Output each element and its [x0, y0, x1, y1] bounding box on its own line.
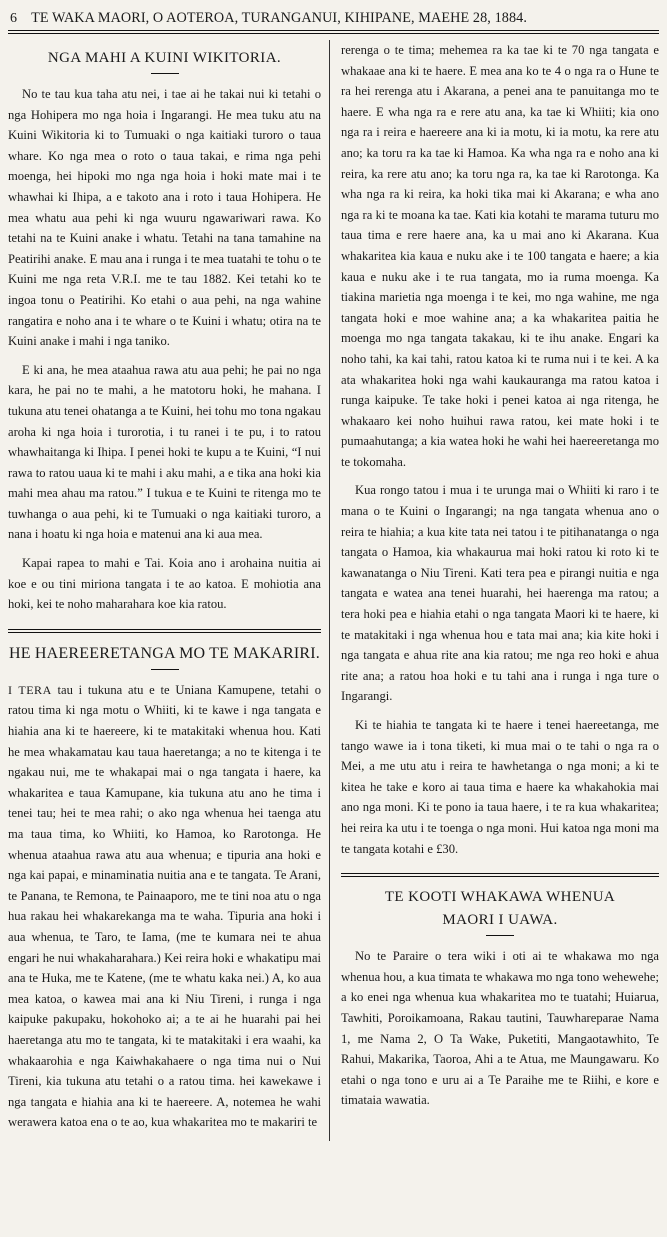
right-column	[330, 40, 659, 1141]
paragraph: rerenga o te tima; mehemea ra ka tae ki te 70 nga tangata e whakaae ana ki te haere. E mea ana ko te 4 o nga ra o Hune te ra hei rerenga atu i Akarana, a penei ana te panuitanga mo te haere. E wha nga ra e rere atu ana, ka tae ki Whiiti; kia ono nga ra i reira e haereere ana ki ia motu, ki ia motu, ka rere atu ano; ka toru ra ka tae ki Hamoa. Ka wha nga ra e noho ana ki reira, ka rere atu ano; ka toru nga ra, ka tae ki Rarotonga. Ka wha nga ra ki reira, ka hoki tika mai ki Akarana; e wha ano nga ra ki te moana ka tae. Kati kia kotahi te marama tuturu mo taua tima e rere haere ana, ka u mai ano ki Akarana. Kua whakaritea kia kaua e nuku ake i te 100 tangata e haere; a kia kaua e nuku ake i te rua tangata, mo ia ruma moenga. Ka tiakina marietia nga moenga i te kei, mo nga wahine, me nga tangata hoki e moe wahine ana; a ka whakaritea paitia he moenga mo nga tangata takakau, ki te ihu anake. Engari ka noho tahi, ka kai tahi, ratou katoa ki te ruma nui i te kei. A ka ata whakaritea hoki nga wahi kaukauranga ma ratou katoa i runga kaipuke. Te take hoki i penei katoa ai nga ritenga, he whakaaro kei noho huihui rawa ratou, kei mate hoki i te pumaahutanga; a kia watea hoki he wahi hei haereeretanga mo te tokomaha.	[341, 43, 659, 469]
masthead	[8, 8, 659, 30]
masthead-title: TE WAKA MAORI, O AOTEROA, TURANGANUI, KIHIPANE, MAEHE 28, 1884.	[31, 10, 527, 26]
left-column	[8, 40, 330, 1141]
short-rule	[151, 73, 179, 74]
article-title-haereere: HE HAEREERETANGA MO TE MAKARIRI.	[8, 644, 321, 662]
dropcap: I TERA	[8, 682, 52, 697]
paragraph: No te tau kua taha atu nei, i tae ai he takai nui ki tetahi o nga Hohipera mo nga hoia i Ingarangi. He mea tuku atu na Kuini Wikitoria ki to Tumuaki o nga kaitiaki turoro o taua whare. Ko nga mea o roto o taua takai, e rima nga pehi moenga, hei hipoki mo nga nga hoia i hoki mate mai i te whawhai ki Ihipa, a e takoto ana i roto i taua Hohipera. He mea whatu aua pehi ki nga wuuru ngawariwari rawa. Ko tetahi na te Kuini anake i whatu. Tetahi na tana tamahine na Peatirihi anake. E mau ana i runga i te mea tuatahi te tohu o te Kuini me nga reta V.R.I. me te tau 1882. Kei tetahi ko te ingoa tonu o Peatirihi. Ko etahi o aua pehi, na nga wahine rangatira e noho ana i te whare o te Kuini i whatu; otira na te Kuini anake i mahi i nga taniko.	[8, 87, 321, 349]
short-rule	[486, 935, 514, 936]
article-separator	[341, 873, 659, 877]
article-title-kuini: NGA MAHI A KUINI WIKITORIA.	[47, 50, 282, 66]
paragraph	[8, 680, 321, 1133]
paragraph: Kua rongo tatou i mua i te urunga mai o Whiiti ki raro i te mana o te Kuini o Ingarangi; na nga tangata whenua ano o reira te hiahia; a kua kite tata nei tatou i te pitihanatanga o nga tangata o Hamoa, kia whakaurua mai hoki ratou ki roto ki te kawanatanga o Niu Tireni. Kati tera pea e pirangi nuitia e nga tangata e watea ana tenei huarahi, hei haerenga ma ratou; a tera hoki pea e hiahia etahi o nga tangata Maori ki te haere, ki te matakitaki i nga whenua hou e tata mai ana; kia kite hoki i nga tangata e ahua rite ana kia ratou; me nga reo hoki e ahua rite ana; a ratou hoa hoki e tu tahi ana i runga i nga ture o Ingarangi.	[341, 483, 659, 704]
article-title-kooti-line2: MAORI I UAWA.	[442, 912, 558, 929]
paragraph: Kapai rapea to mahi e Tai. Koia ano i arohaina nuitia ai koe e ou tini miriona tangata i te ao katoa. E mohiotia ana hoki, kei te noho maharahara koe kia ratou.	[8, 556, 321, 612]
paragraph: No te Paraire o tera wiki i oti ai te whakawa mo nga whenua hou, a kua timata te whakawa mo nga tono wehewehe; a ko enei nga whenua kua whakaritea mo te tuatahi; Huiarua, Tawhiti, Poroikamoana, Rakau tautini, Tauwhareparae Nama 1, me Nama 2, O Ta Wake, Puketiti, Mangaotawhito, Te Rahui, Makarika, Taoroa, Ahi a te Atua, me Maungawaru. Ko etahi o nga tono e uru ai a Te Paraihe me te Riihi, e kore e timataia wawatia.	[341, 949, 659, 1108]
article-separator	[8, 629, 321, 633]
masthead-rule	[8, 30, 659, 34]
article-title-kooti-line1: TE KOOTI WHAKAWA WHENUA	[384, 889, 616, 906]
paragraph-text: tau i tukuna atu e te Uniana Kamupene, tetahi o ratou tima ki nga motu o Whiiti, ki te kawe i nga tangata e hiahia ana ki te haereere, ki te matakitaki whenua hou. Kati he mea whakamatau kau taua haeretanga; a no te kitenga i te ngakau nui, me te whakapai mai o nga tangata i haere, ka whakaritea e taua Kamupane, kia tukuna atu ano he tima i tenei tau; hei te mea rahi; o ako nga whenua hei taenga atu ma taua tima, ko Whiiti, ko Hamoa, ko Rarotonga. He whenua ataahua rawa atu aua whenua; e tipuria ana hoki e nga kai papai, e minaminatia nuitia ana e te tangata. Te Arani, te Panana, te Remona, te Painaaporo, me te tini noa atu o nga hua rakau hei whakarekanga ma te waha. Tipuria ana hoki i aua whenua, te Taro, te Iama, (me te kumara nei te ahua engari he nui whakaharahara.) Kei reira hoki e whakatipu mai ana te Huka, me te Katene, (me te whatu kaka nei.) A, ko aua mea katoa, o kawea mai ana ki Niu Tireni, i runga i nga kaipuke pakupaku, hokohoko ai; a te ai he huarahi pai hei haeretanga atu mo te tangata, ki te matakitaki i era waahi, ka whakaarohia e nga Kaiwhakahaere o nga tima nui o Nui Tireni, kia tukuna atu tetahi o a ratou tima. hei kawekawe i nga tangata e hiahia ana ki te haereere. A, notemea he wahi werawera katoa ena o te ao, kua whakaritea mo te makariri te	[8, 682, 322, 1130]
page-number: 6	[10, 11, 18, 26]
columns	[8, 40, 659, 1141]
short-rule	[151, 669, 179, 670]
paragraph: E ki ana, he mea ataahua rawa atu aua pehi; he pai no nga kara, he pai no te mahi, a he matotoru hoki, he mahana. I tukuna atu tenei ohatanga a te Kuini, hei tohu mo tona ngakau aroha ki nga hoia i turorotia, i tu ranei i te pu, i to ratou whawhaitanga ki Ihipa. I penei hoki te kupu a te Kuini, “I nui rawa to ratou uaua ki te mahi i aku mahi, a e tika ana hoki kia mahi mea ahau ma ratou.” I tukua e te Kuini te ritenga mo te tuwhanga o aua pehi, ki te Tumuaki o nga kaitiaki turoro, a nana i hoatu ki nga hoia e matenui ana ki aua mea.	[8, 362, 321, 542]
paragraph: Ki te hiahia te tangata ki te haere i tenei haereetanga, me tango wawe ia i tona tiketi, ki mua mai o te tahi o nga ra o Mei, a me utu atu i reira te hawhetanga o nga moni; a ki te kitea he take e koro ai taua tima e haere ka whakahokia mai ano nga moni. Ki te pono ia taua haere, i te ra kua whakaritea; hei reira ka utu i te toenga o nga moni. Hui katoa nga moni ma te tangata kotahi e £30.	[341, 718, 659, 856]
